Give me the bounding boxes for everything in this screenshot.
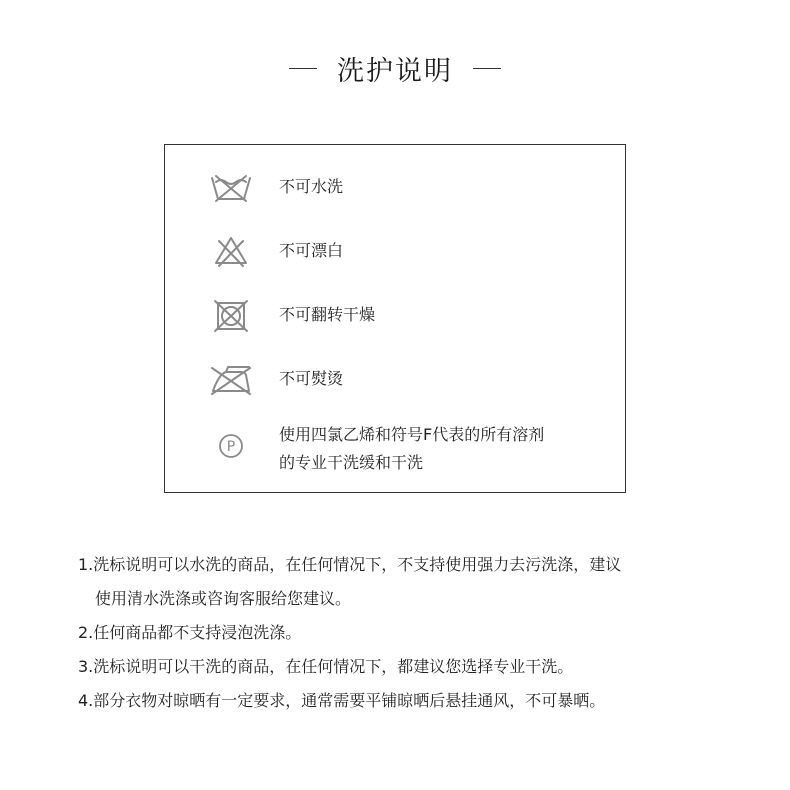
- care-item-no-wash: [165, 167, 625, 207]
- care-symbols-box: [164, 144, 626, 493]
- dry-clean-p-letter: P: [226, 439, 236, 455]
- care-item-no-bleach: [165, 231, 625, 271]
- note-2: 2.任何商品都不支持浸泡洗涤。: [78, 623, 302, 642]
- note-1: 1.洗标说明可以水洗的商品，在任何情况下，不支持使用强力去污洗涤，建议: [78, 555, 622, 574]
- no-tumble-dry-icon: [209, 297, 253, 333]
- care-item-no-iron: [165, 359, 625, 399]
- no-bleach-icon: [209, 233, 253, 269]
- care-label-no-tumble-dry: 不可翻转干燥: [279, 305, 376, 324]
- title-right-dash: [473, 68, 501, 69]
- care-notes: [78, 548, 738, 718]
- page-title: 洗护说明: [337, 55, 453, 87]
- note-1-continued: 使用清水洗涤或咨询客服给您建议。: [95, 589, 352, 608]
- care-label-no-wash: 不可水洗: [279, 177, 344, 196]
- care-label-dry-clean-line-2: 的专业干洗缓和干洗: [279, 453, 424, 472]
- care-label-no-bleach: 不可漂白: [279, 241, 344, 260]
- page-header: [0, 48, 790, 88]
- dry-clean-p-icon: [209, 428, 253, 464]
- care-label-dry-clean-line-1: 使用四氯乙烯和符号F代表的所有溶剂: [279, 425, 545, 444]
- note-4: 4.部分衣物对晾晒有一定要求，通常需要平铺晾晒后悬挂通风，不可暴晒。: [78, 691, 606, 710]
- care-item-dry-clean-p: [165, 421, 625, 477]
- care-item-no-tumble-dry: [165, 295, 625, 335]
- care-label-no-iron: 不可熨烫: [279, 369, 344, 388]
- note-3: 3.洗标说明可以干洗的商品，在任何情况下，都建议您选择专业干洗。: [78, 657, 574, 676]
- no-iron-icon: [209, 361, 253, 397]
- no-wash-icon: [209, 169, 253, 205]
- title-left-dash: [289, 68, 317, 69]
- care-label-dry-clean-p: [279, 421, 609, 477]
